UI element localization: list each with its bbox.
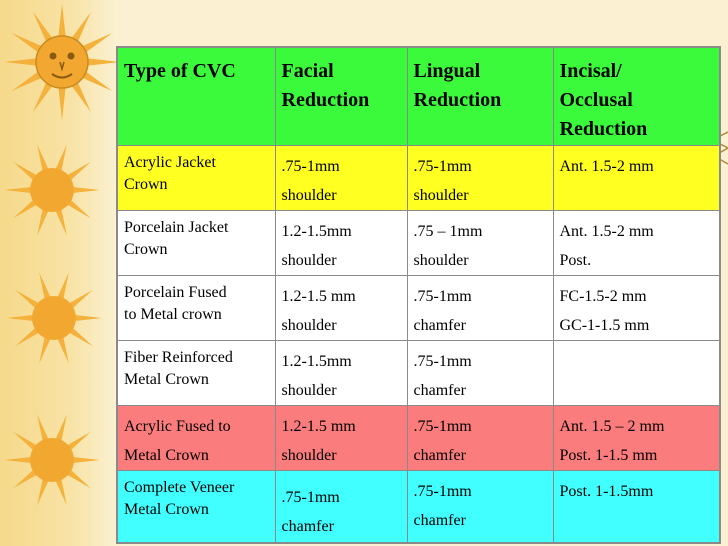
cell-type xyxy=(117,145,275,210)
sun-ray xyxy=(39,336,51,364)
cell-line: Post. 1-1.5 mm xyxy=(559,446,658,464)
cell-lingual xyxy=(407,470,553,543)
cell-line: Metal Crown xyxy=(124,370,209,388)
table-row xyxy=(117,470,720,543)
cell-line: Lingual xyxy=(413,60,481,82)
cell-line: 1.2-1.5 mm xyxy=(281,287,356,305)
cell-lingual xyxy=(407,210,553,275)
cell-line: chamfer xyxy=(413,511,466,529)
sun-icon xyxy=(4,144,100,235)
cell-line: Metal Crown xyxy=(124,446,209,464)
cell-line: Ant. 1.5 – 2 mm xyxy=(559,417,665,435)
cell-line: Reduction xyxy=(281,89,370,111)
cell-incisal xyxy=(553,145,720,210)
sun-ray xyxy=(55,144,67,172)
sun-ray xyxy=(39,272,51,300)
sun-decoration xyxy=(0,0,130,546)
cell-line: Ant. 1.5-2 mm xyxy=(559,222,654,240)
cell-incisal xyxy=(553,340,720,405)
cell-line: shoulder xyxy=(281,446,337,464)
table-row xyxy=(117,210,720,275)
table-row xyxy=(117,405,720,470)
header-incisal-occlusal-reduction xyxy=(553,47,720,145)
cell-facial xyxy=(275,340,407,405)
cell-line: to Metal crown xyxy=(124,305,222,323)
cvc-reduction-table xyxy=(116,46,721,544)
cell-incisal xyxy=(553,405,720,470)
sun-ray xyxy=(86,58,120,66)
cell-line: Type of CVC xyxy=(124,60,236,82)
cell-line: Crown xyxy=(124,175,168,193)
cell-line: 1.2-1.5mm xyxy=(281,352,352,370)
cell-line: Incisal/ xyxy=(559,60,622,82)
sun-ray xyxy=(37,414,49,442)
cell-line: 1.2-1.5mm xyxy=(281,222,352,240)
cell-line: shoulder xyxy=(281,186,337,204)
cell-line: .75 – 1mm xyxy=(413,222,483,240)
table-row xyxy=(117,340,720,405)
cell-line: shoulder xyxy=(281,316,337,334)
cell-type xyxy=(117,405,275,470)
sun-ray xyxy=(4,187,32,193)
cell-type xyxy=(117,340,275,405)
cell-line: .75-1mm xyxy=(413,482,472,500)
cell-line: shoulder xyxy=(413,186,469,204)
cell-line: chamfer xyxy=(281,517,334,535)
table-header-row xyxy=(117,47,720,145)
sun-ray xyxy=(57,336,69,364)
cell-incisal xyxy=(553,210,720,275)
cell-facial xyxy=(275,470,407,543)
cell-line: shoulder xyxy=(281,251,337,269)
cell-line: Post. xyxy=(559,251,592,269)
sun-ray xyxy=(55,208,67,236)
cell-facial xyxy=(275,275,407,340)
sun-ray xyxy=(57,272,69,300)
cell-line: Acrylic Fused to xyxy=(124,417,231,435)
cell-facial xyxy=(275,405,407,470)
cell-line: Reduction xyxy=(559,118,648,140)
sun-icon xyxy=(6,272,102,363)
cell-type xyxy=(117,275,275,340)
cell-line: Complete Veneer xyxy=(124,478,235,496)
cell-line: Porcelain Jacket xyxy=(124,218,229,236)
cell-line: GC-1-1.5 mm xyxy=(559,316,650,334)
sun-ray xyxy=(58,86,66,120)
cell-line: .75-1mm xyxy=(413,157,472,175)
cell-line: FC-1.5-2 mm xyxy=(559,287,647,305)
sun-ray xyxy=(72,187,100,193)
header-type-of-cvc xyxy=(117,47,275,145)
sun-ray xyxy=(37,144,49,172)
cell-lingual xyxy=(407,145,553,210)
cell-line: Occlusal xyxy=(559,89,633,111)
sun-ray xyxy=(37,478,49,506)
cell-type xyxy=(117,470,275,543)
cell-lingual xyxy=(407,340,553,405)
sun-ray xyxy=(55,414,67,442)
sun-ray xyxy=(74,315,102,321)
cell-line: shoulder xyxy=(413,251,469,269)
cell-line: Acrylic Jacket xyxy=(124,153,216,171)
cell-line: Metal Crown xyxy=(124,500,209,518)
cell-line: .75-1mm xyxy=(413,352,472,370)
cell-line: Post. 1-1.5mm xyxy=(559,482,654,500)
cell-line: 1.2-1.5 mm xyxy=(281,417,356,435)
cell-lingual xyxy=(407,405,553,470)
sun-ray xyxy=(55,478,67,506)
cell-line: .75-1mm xyxy=(413,287,472,305)
sun-ray xyxy=(4,457,32,463)
cell-line: .75-1mm xyxy=(413,417,472,435)
cell-line: Crown xyxy=(124,240,168,258)
cell-incisal xyxy=(553,470,720,543)
sun-icon xyxy=(4,414,100,505)
cell-line: .75-1mm xyxy=(281,488,340,506)
cell-line: chamfer xyxy=(413,381,466,399)
sun-ray xyxy=(72,457,100,463)
header-facial-reduction xyxy=(275,47,407,145)
table-row xyxy=(117,275,720,340)
header-lingual-reduction xyxy=(407,47,553,145)
sun-ray xyxy=(4,58,38,66)
cell-line: chamfer xyxy=(413,446,466,464)
cell-line: .75-1mm xyxy=(281,157,340,175)
cell-line: Fiber Reinforced xyxy=(124,348,233,366)
sun-ray xyxy=(6,315,34,321)
cell-facial xyxy=(275,145,407,210)
cell-line: Ant. 1.5-2 mm xyxy=(559,157,654,175)
cell-line: shoulder xyxy=(281,381,337,399)
sun-face-icon xyxy=(4,4,120,120)
sun-ray xyxy=(37,208,49,236)
cell-incisal xyxy=(553,275,720,340)
cell-line: Facial xyxy=(281,60,334,82)
cell-line: Reduction xyxy=(413,89,502,111)
cell-type xyxy=(117,210,275,275)
table-row xyxy=(117,145,720,210)
cell-line: Porcelain Fused xyxy=(124,283,227,301)
cell-lingual xyxy=(407,275,553,340)
cell-line: chamfer xyxy=(413,316,466,334)
sun-ray xyxy=(58,4,66,38)
cell-facial xyxy=(275,210,407,275)
